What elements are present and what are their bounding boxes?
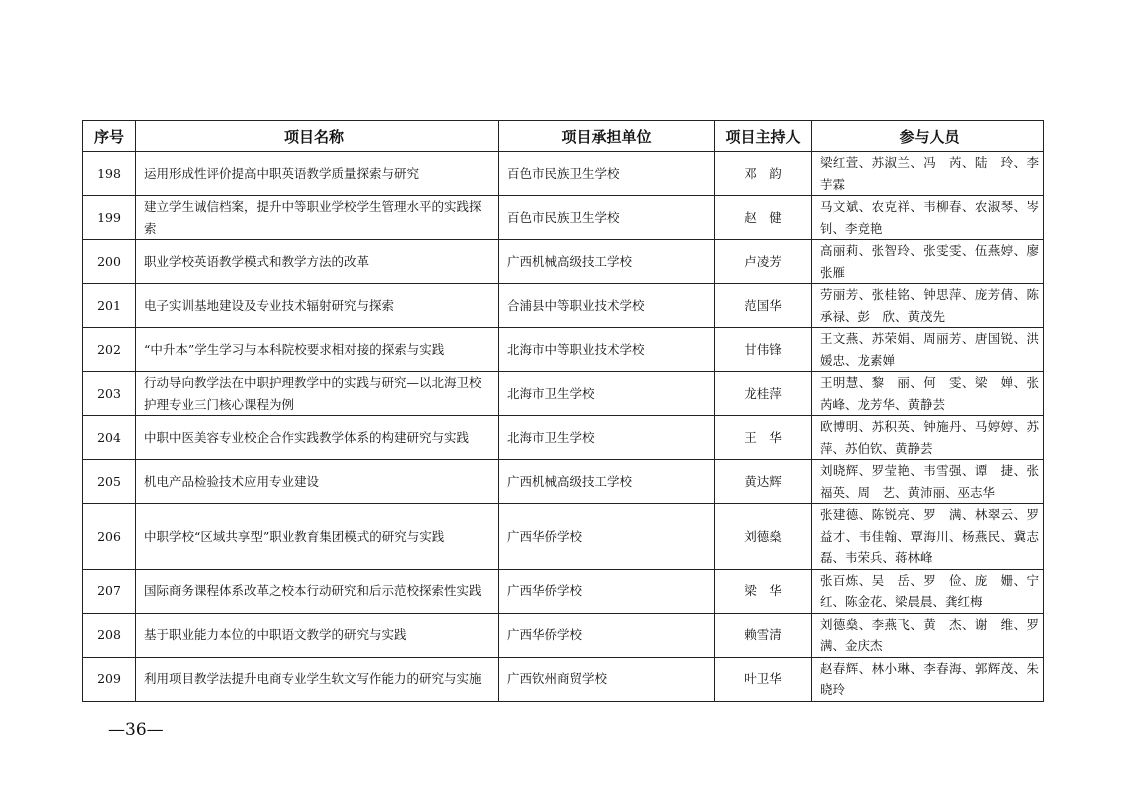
project-table <box>82 120 1052 702</box>
participants-cell: 刘晓辉、罗莹艳、韦雪强、谭 捷、张福英、周 艺、黄沛丽、巫志华 <box>812 460 1044 504</box>
header-project-host: 项目主持人 <box>715 121 812 152</box>
header-project-name: 项目名称 <box>136 121 499 152</box>
project-name-cell: 基于职业能力本位的中职语文教学的研究与实践 <box>136 613 499 657</box>
table-row <box>83 196 1044 240</box>
undertaking-unit-cell: 广西华侨学校 <box>499 613 715 657</box>
serial-number-cell: 203 <box>83 372 136 416</box>
project-host-cell: 黄达辉 <box>715 460 812 504</box>
serial-number-cell: 208 <box>83 613 136 657</box>
project-host-cell: 王 华 <box>715 416 812 460</box>
project-host-cell: 卢凌芳 <box>715 240 812 284</box>
project-name-cell: 运用形成性评价提高中职英语教学质量探索与研究 <box>136 152 499 196</box>
header-participants: 参与人员 <box>812 121 1044 152</box>
serial-number-cell: 201 <box>83 284 136 328</box>
serial-number-cell: 198 <box>83 152 136 196</box>
project-host-cell: 赵 健 <box>715 196 812 240</box>
participants-cell: 赵春辉、林小琳、李春海、郭辉茂、朱晓玲 <box>812 657 1044 701</box>
project-host-cell: 梁 华 <box>715 569 812 613</box>
header-undertaking-unit: 项目承担单位 <box>499 121 715 152</box>
table-row <box>83 569 1044 613</box>
project-host-cell: 邓 韵 <box>715 152 812 196</box>
project-name-cell: 行动导向教学法在中职护理教学中的实践与研究—以北海卫校护理专业三门核心课程为例 <box>136 372 499 416</box>
undertaking-unit-cell: 广西钦州商贸学校 <box>499 657 715 701</box>
undertaking-unit-cell: 北海市卫生学校 <box>499 416 715 460</box>
table-row <box>83 240 1044 284</box>
participants-cell: 张百炼、吴 岳、罗 俭、庞 姗、宁 红、陈金花、梁晨晨、龚红梅 <box>812 569 1044 613</box>
page-number: —36— <box>108 720 164 740</box>
table-row <box>83 504 1044 570</box>
table-row <box>83 328 1044 372</box>
undertaking-unit-cell: 合浦县中等职业技术学校 <box>499 284 715 328</box>
table-row <box>83 657 1044 701</box>
header-serial-number: 序号 <box>83 121 136 152</box>
project-name-cell: 利用项目教学法提升电商专业学生软文写作能力的研究与实施 <box>136 657 499 701</box>
serial-number-cell: 199 <box>83 196 136 240</box>
project-name-cell: “中升本”学生学习与本科院校要求相对接的探索与实践 <box>136 328 499 372</box>
table-row <box>83 460 1044 504</box>
participants-cell: 高丽莉、张智玲、张雯雯、伍燕婷、廖张雁 <box>812 240 1044 284</box>
serial-number-cell: 207 <box>83 569 136 613</box>
project-name-cell: 中职学校“区域共享型”职业教育集团模式的研究与实践 <box>136 504 499 570</box>
project-name-cell: 职业学校英语教学模式和教学方法的改革 <box>136 240 499 284</box>
table-header-row <box>83 121 1044 152</box>
serial-number-cell: 206 <box>83 504 136 570</box>
project-host-cell: 甘伟锋 <box>715 328 812 372</box>
table-row <box>83 152 1044 196</box>
serial-number-cell: 205 <box>83 460 136 504</box>
participants-cell: 刘德燊、李燕飞、黄 杰、谢 维、罗 满、金庆杰 <box>812 613 1044 657</box>
project-name-cell: 国际商务课程体系改革之校本行动研究和后示范校探索性实践 <box>136 569 499 613</box>
undertaking-unit-cell: 北海市中等职业技术学校 <box>499 328 715 372</box>
participants-cell: 欧博明、苏积英、钟施丹、马婷婷、苏 萍、苏伯钦、黄静芸 <box>812 416 1044 460</box>
serial-number-cell: 209 <box>83 657 136 701</box>
project-host-cell: 叶卫华 <box>715 657 812 701</box>
project-host-cell: 范国华 <box>715 284 812 328</box>
undertaking-unit-cell: 广西机械高级技工学校 <box>499 240 715 284</box>
table-row <box>83 284 1044 328</box>
undertaking-unit-cell: 广西华侨学校 <box>499 504 715 570</box>
undertaking-unit-cell: 广西华侨学校 <box>499 569 715 613</box>
undertaking-unit-cell: 北海市卫生学校 <box>499 372 715 416</box>
undertaking-unit-cell: 百色市民族卫生学校 <box>499 196 715 240</box>
project-name-cell: 中职中医美容专业校企合作实践教学体系的构建研究与实践 <box>136 416 499 460</box>
participants-cell: 梁红萱、苏淑兰、冯 芮、陆 玲、李芋霖 <box>812 152 1044 196</box>
participants-cell: 马文斌、农克祥、韦柳春、农淑琴、岑 钊、李竞艳 <box>812 196 1044 240</box>
project-name-cell: 电子实训基地建设及专业技术辐射研究与探索 <box>136 284 499 328</box>
project-host-cell: 赖雪清 <box>715 613 812 657</box>
project-name-cell: 机电产品检验技术应用专业建设 <box>136 460 499 504</box>
undertaking-unit-cell: 百色市民族卫生学校 <box>499 152 715 196</box>
participants-cell: 王明慧、黎 丽、何 雯、梁 婵、张芮峰、龙芳华、黄静芸 <box>812 372 1044 416</box>
undertaking-unit-cell: 广西机械高级技工学校 <box>499 460 715 504</box>
serial-number-cell: 202 <box>83 328 136 372</box>
table-row <box>83 372 1044 416</box>
project-host-cell: 刘德燊 <box>715 504 812 570</box>
serial-number-cell: 204 <box>83 416 136 460</box>
participants-cell: 张建德、陈锐亮、罗 满、林翠云、罗益才、韦佳翰、覃海川、杨燕民、冀志磊、韦荣兵、蒋林峰 <box>812 504 1044 570</box>
project-host-cell: 龙桂萍 <box>715 372 812 416</box>
serial-number-cell: 200 <box>83 240 136 284</box>
project-name-cell: 建立学生诚信档案，提升中等职业学校学生管理水平的实践探索 <box>136 196 499 240</box>
participants-cell: 王文燕、苏荣娟、周丽芳、唐国锐、洪媛忠、龙素婵 <box>812 328 1044 372</box>
participants-cell: 劳丽芳、张桂铭、钟思萍、庞芳倩、陈承禄、彭 欣、黄茂先 <box>812 284 1044 328</box>
table-row <box>83 613 1044 657</box>
table-row <box>83 416 1044 460</box>
